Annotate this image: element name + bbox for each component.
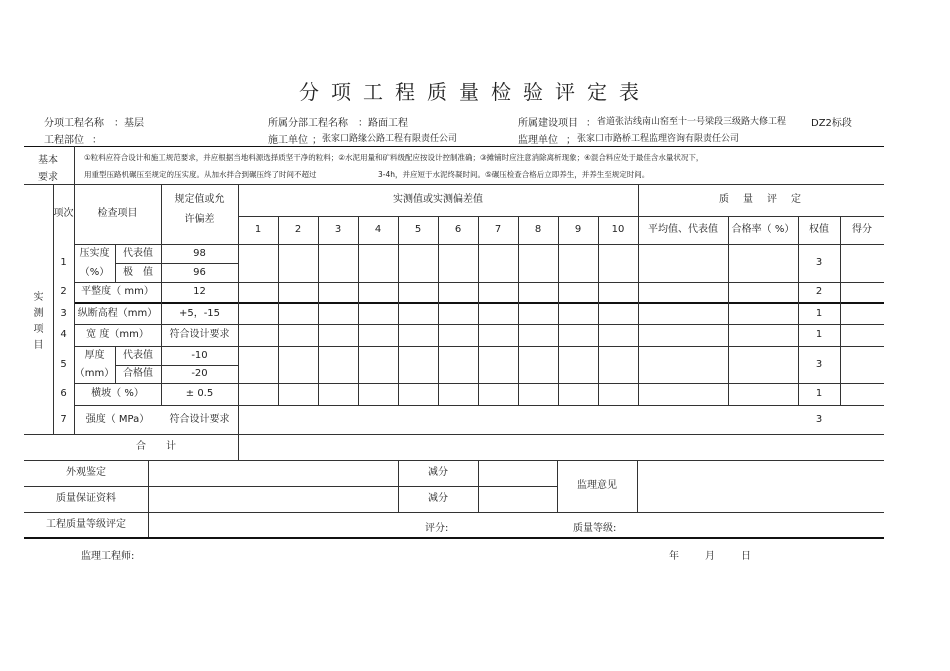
row2-no: 2 [60,286,67,298]
row5-item-1: 厚度 [84,349,105,361]
project-value: 省道张沽线南山窑至十一号梁段三级路大修工程 [597,117,787,127]
col-item-header: 检查项目 [97,208,138,220]
basic-label-2: 要求 [38,172,58,183]
side-label-3: 项 [33,324,44,336]
measure-col-5: 5 [414,224,422,236]
row7-no: 7 [60,413,67,425]
row4-no: 4 [60,329,67,341]
row6-item: 横坡（ %） [91,388,144,400]
row3-no: 3 [60,308,67,320]
month-label: 月 [705,551,715,562]
row5-sub-2: 合格值 [123,368,153,380]
row1-spec-1: 98 [193,247,206,259]
row5-no: 5 [60,358,67,370]
row1-item-1: 压实度 [79,247,110,259]
deduct-label-2: 减分 [428,493,448,505]
row5-item-2: （mm） [74,368,115,380]
basic-text-2b: 3-4h，并应短于水泥终凝时间。⑤碾压检查合格后立即养生，并养生至规定时间。 [378,170,650,179]
table-border-bottom [24,537,884,539]
quality-grade-label: 质量等级: [573,523,617,534]
side-label-1: 实 [33,292,44,304]
row4-weight: 1 [815,329,823,341]
row6-no: 6 [60,388,67,400]
row5-spec-2: -20 [191,368,208,380]
year-label: 年 [669,551,679,562]
basic-text-2a: 用重型压路机碾压至规定的压实度。从加水拌合到碾压终了时间不超过 [84,170,317,179]
col-spec-header-2: 许偏差 [184,214,215,226]
col-measured-header: 实测值或实测偏差值 [393,194,483,206]
row6-weight: 1 [815,388,823,400]
col-spec-header-1: 规定值或允 [174,194,225,206]
side-label-4: 目 [33,340,44,352]
row5-weight: 3 [815,358,823,370]
supervisor-value: 张家口市路桥工程监理咨询有限责任公司 [577,134,740,144]
row6-spec: ± 0.5 [185,388,214,400]
score-label: 评分: [425,523,449,534]
measure-col-4: 4 [374,224,382,236]
table-border-top [24,146,884,147]
subitem-label: 分项工程名称 [44,118,104,129]
basic-label-1: 基本 [38,155,58,166]
measure-col-6: 6 [454,224,462,236]
col-pass-header: 合格率（ %） [731,224,795,236]
project-label: 所属建设项目 [518,118,578,129]
quality-docs-label: 质量保证资料 [56,493,116,505]
row4-item: 宽 度（mm） [86,329,149,341]
subitem-value: 基层 [124,118,144,129]
location-label: 工程部位 [44,135,84,146]
row3-spec: +5，-15 [178,308,221,320]
section-value: DZ2标段 [811,118,852,129]
row4-spec: 符合设计要求 [169,329,230,341]
deduct-label-1: 减分 [428,467,448,479]
supervision-opinion-label: 监理意见 [577,480,617,492]
basic-text-1: ①粒料应符合设计和施工规范要求，并应根据当地料源选择质坚干净的粒料；②水泥用量和矿料级配应按设计控制准确；③摊铺时应注意消除离析现象；④混合料应处于最佳含水量状况下， [84,153,704,162]
col-avg-header: 平均值、代表值 [648,224,718,236]
col-score-header: 得分 [852,224,872,236]
contractor-value: 张家口路缘公路工程有限责任公司 [322,134,458,144]
col-no-header: 项次 [53,208,74,220]
measure-col-1: 1 [254,224,262,236]
row1-item-2: （%） [79,266,110,278]
col-quality-header: 质 量 评 定 [719,194,803,206]
engineer-label: 监理工程师: [81,551,135,562]
row3-item: 纵断高程（mm） [77,308,158,320]
measure-col-3: 3 [334,224,342,236]
row2-item: 平整度（ mm） [81,286,154,298]
measure-col-10: 10 [611,224,625,236]
row1-sub-2: 极 值 [123,266,153,278]
day-label: 日 [741,551,751,562]
row1-spec-2: 96 [193,266,206,278]
subdiv-label: 所属分部工程名称 [268,118,348,129]
measure-col-9: 9 [574,224,582,236]
side-label-2: 测 [33,308,44,320]
row2-weight: 2 [815,286,823,298]
appearance-label: 外观鉴定 [66,467,106,479]
row5-sub-1: 代表值 [123,349,153,361]
row7-weight: 3 [815,413,823,425]
grade-eval-label: 工程质量等级评定 [46,518,126,530]
contractor-label: 施工单位 [268,135,308,146]
row3-weight: 1 [815,308,823,320]
measure-col-7: 7 [494,224,502,236]
row5-spec-1: -10 [191,349,208,361]
row7-spec: 符合设计要求 [169,413,230,425]
measure-col-2: 2 [294,224,302,236]
measure-col-8: 8 [534,224,542,236]
col-weight-header: 权值 [809,224,829,236]
row2-spec: 12 [193,286,206,298]
row1-weight: 3 [815,257,823,269]
row1-sub-1: 代表值 [123,247,153,259]
total-label: 合 计 [136,441,176,453]
row7-item: 强度（ MPa） [85,413,150,425]
page-title: 分项工程质量检验评定表 [299,80,651,104]
subdiv-value: 路面工程 [368,118,408,129]
supervisor-label: 监理单位 [518,135,558,146]
row1-no: 1 [60,257,67,269]
